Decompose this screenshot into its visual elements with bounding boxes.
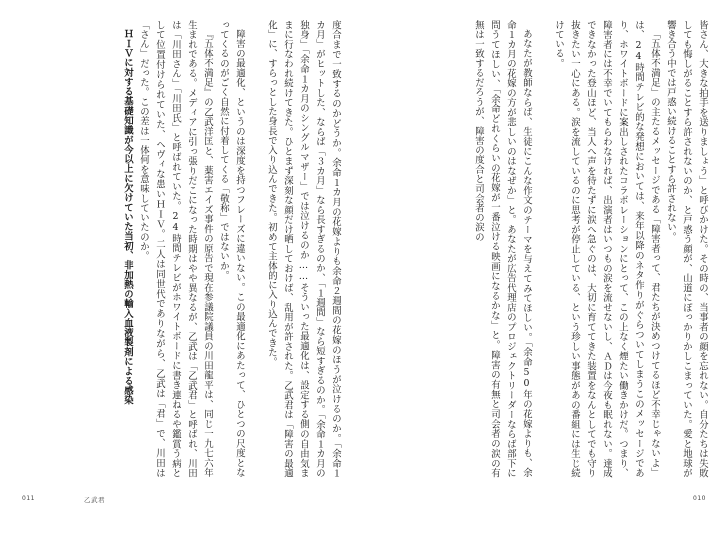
paragraph: ＨＩＶに対する基礎知識が今以上に欠けていた当初、非加熱の輸入血液製剤による感染 xyxy=(122,29,133,406)
left-page-body xyxy=(43,20,343,478)
paragraph: 『五体不満足』の乙武洋匡と、薬害エイズ事件の原告で現在参議院議員の川田龍平は、同じ一九七六年生まれである。メディアに引っ張りだこになった時期はやや異なるが、乙武は「乙武君」と呼ばれ、川田は「川田さん」「川田氏」と呼ばれていた。24時間テレビがホワイトボードに書き連ねるや鑑賞う病として位置付けられていた、ヘヴィな患いＨＩＶ。二人は同世代でありながら、乙武は「君」で、川田は「さん」だった。この差は一体何を意味していたのか。 xyxy=(138,20,213,478)
right-page-body xyxy=(400,20,710,478)
paragraph: あなたが教師ならば、生徒にこんな作文のテーマを与えてみてほしい。「余命50年の花嫁よりも、余命１カ月の花嫁の方が悲しいのはなぜか」と。あなたが広告代理店のプロジェクトリーダーならば部下に問うてほしい、「余命どれくらいの花嫁が一番泣ける映画になるかな」と。障害の有無と司会者の涙の有無は一致するだろうが、障害の度合と司会者の涙の xyxy=(473,20,532,478)
paragraph: 皆さん、大きな拍手を送りましょう」と呼びかけた。その時の、当事者の顔を忘れない。自分たちは失敗しても悔しがることすら許されないのか、と戸惑う顔が、山道にぽっかりかしこまっていた。愛と地球が響き合う中では戸惑い続けることすら許されない。 xyxy=(665,20,708,478)
paragraph: 度合まで一致するのかどうか。余命１カ月の花嫁よりも余命２週間の花嫁のほうが泣けるのか。「余命１カ月」がヒットした、ならば「３カ月」なら長すぎるのか、「１週間」なら短すぎるのか。「余命１カ月の独身」「余命１カ月のシングルマザー」では泣けるのか……そういった最適化は、設定する側の自由気ままに行なわれ続けてきた。ひとまず深刻な顔だけ晒しておけば、乱用が許された。乙武君は「障害の最適化」に、すらっとした身長で入り込んできた。初めて主体的に入り込んできた。 xyxy=(266,20,341,478)
running-title: 乙武君 xyxy=(84,496,105,504)
page-number: 010 xyxy=(693,495,706,502)
page-number: 011 xyxy=(22,495,35,502)
paragraph: 障害の最適化、というのは深度を持つフレーズに違いない。この最適化にあたって、ひとつの尺度となってくるのがごく自然に付着してくる「敬称」ではないか。 xyxy=(218,20,245,478)
right-page xyxy=(363,0,726,533)
paragraph: 「五体不満足」の主たるメッセージである「障害者って、君たちが決めつけてるほど不幸じゃないよ」は、24時間テレビ的な発想においては、来年以降のネタ作りがぐらついてしまうこのメッセージであり、ホワイトボードに案出しされたコラボレーションにとって、この上なく煙たい働きかけだ。つまり、障害者には不幸でいてもらわなければ、出演者はいつもの涙を流せないし、ＡＤは今夜も眠れない。達成できなかった登山ほど、当人へ声を待たずに涙へ急ぐのは、大切に育ててきた装置をなんとしてでも守り抜きたい一心にある。涙を流しているのに思考が停止している、という珍しい事態があの番組には生じ続けている。 xyxy=(553,20,660,478)
